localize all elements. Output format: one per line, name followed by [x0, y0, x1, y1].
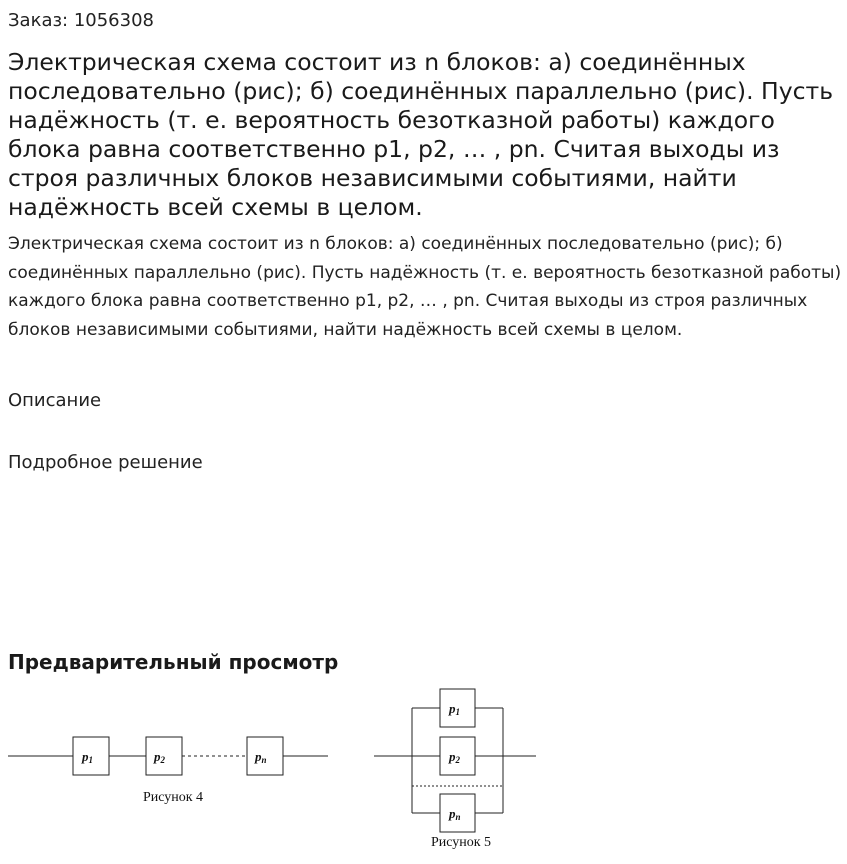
preview-figure [0, 680, 560, 860]
description-label: Описание [8, 390, 102, 411]
series-circuit-diagram [8, 737, 328, 775]
order-number: Заказ: 1056308 [8, 10, 154, 31]
series-label-n: pn [255, 749, 267, 765]
parallel-label-1: p1 [449, 701, 460, 717]
parallel-label-n: pn [449, 806, 461, 822]
series-caption: Рисунок 4 [142, 790, 204, 805]
preview-heading: Предварительный просмотр [8, 650, 339, 674]
parallel-label-2: p2 [449, 749, 460, 765]
parallel-caption: Рисунок 5 [430, 835, 492, 850]
series-label-2: p2 [154, 749, 165, 765]
problem-text: Электрическая схема состоит из n блоков: а) соединённых последовательно (рис); б) соединённых параллельно (рис). Пусть надёжность (т. е. вероятность безотказной работы) каждого блока равна соответственно p1, p2, … , pn. Считая выходы из строя различных блоков независимыми событиями, найти надёжность всей схемы в целом. [8, 234, 842, 340]
solution-label: Подробное решение [8, 452, 203, 473]
problem-title: Электрическая схема состоит из n блоков: а) соединённых последовательно (рис); б) соединённых параллельно (рис). Пусть надёжность (т. е. вероятность безотказной работы) каждого блока равна соответственно p1, p2, … , pn. Считая выходы из строя различных блоков независимыми событиями, найти надёжность всей схемы в целом. [8, 48, 834, 221]
series-label-1: p1 [82, 749, 93, 765]
